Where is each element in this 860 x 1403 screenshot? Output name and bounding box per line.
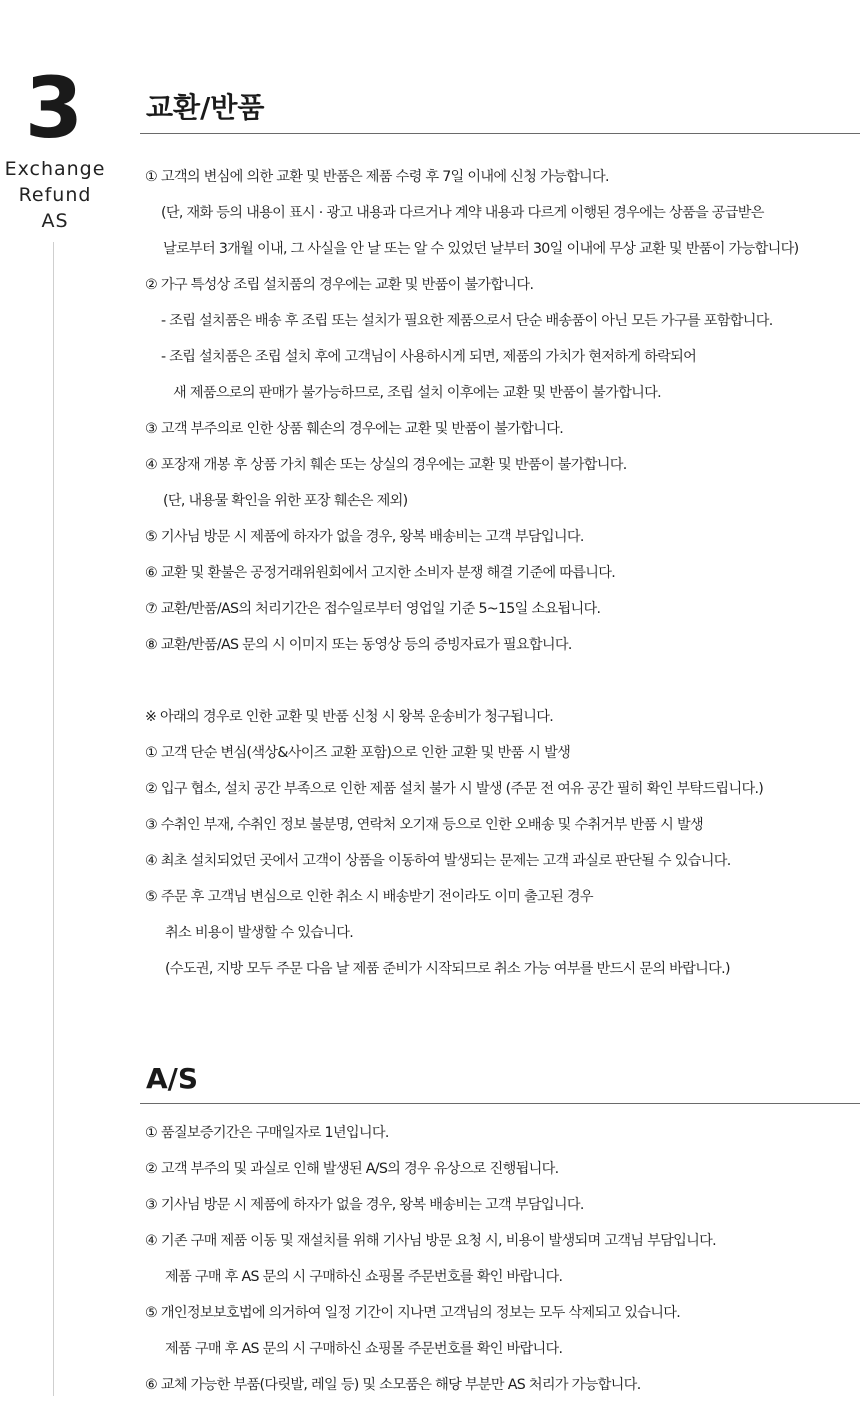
as-title: A/S [146, 1062, 199, 1095]
list-item: 제품 구매 후 AS 문의 시 구매하신 쇼핑몰 주문번호를 확인 바랍니다. [165, 1269, 563, 1285]
list-item: ⑤ 개인정보보호법에 의거하여 일정 기간이 지나면 고객님의 정보는 모두 삭제되고 있습니다. [145, 1305, 681, 1321]
list-item: (수도권, 지방 모두 주문 다음 날 제품 준비가 시작되므로 취소 가능 여부를 반드시 문의 바랍니다.) [165, 961, 730, 977]
list-item: (단, 재화 등의 내용이 표시 · 광고 내용과 다르거나 계약 내용과 다르게 이행된 경우에는 상품을 공급받은 [161, 205, 764, 221]
list-item: ① 고객 단순 변심(색상&사이즈 교환 포함)으로 인한 교환 및 반품 시 발생 [145, 745, 571, 761]
list-item: - 조립 설치품은 배송 후 조립 또는 설치가 필요한 제품으로서 단순 배송품이 아닌 모든 가구를 포함합니다. [161, 313, 773, 329]
section-labels [0, 156, 110, 234]
list-item: ⑤ 기사님 방문 시 제품에 하자가 없을 경우, 왕복 배송비는 고객 부담입니다. [145, 529, 584, 545]
list-item: 새 제품으로의 판매가 불가능하므로, 조립 설치 이후에는 교환 및 반품이 불가합니다. [173, 385, 661, 401]
list-item: ② 고객 부주의 및 과실로 인해 발생된 A/S의 경우 유상으로 진행됩니다. [145, 1161, 559, 1177]
list-item: ② 입구 협소, 설치 공간 부족으로 인한 제품 설치 불가 시 발생 (주문 전 여유 공간 필히 확인 부탁드립니다.) [145, 781, 764, 797]
section-number: 3 [24, 59, 84, 157]
list-item: ④ 기존 구매 제품 이동 및 재설치를 위해 기사님 방문 요청 시, 비용이 발생되며 고객님 부담입니다. [145, 1233, 716, 1249]
list-item: ① 품질보증기간은 구매일자로 1년입니다. [145, 1125, 389, 1141]
list-item: 날로부터 3개월 이내, 그 사실을 안 날 또는 알 수 있었던 날부터 30일 이내에 무상 교환 및 반품이 가능합니다) [163, 241, 799, 257]
list-item: 취소 비용이 발생할 수 있습니다. [165, 925, 354, 941]
as-rule [140, 1103, 860, 1104]
exchange-list [145, 159, 857, 987]
list-item: (단, 내용물 확인을 위한 포장 훼손은 제외) [163, 493, 408, 509]
as-list [145, 1115, 857, 1403]
list-item: ④ 포장재 개봉 후 상품 가치 훼손 또는 상실의 경우에는 교환 및 반품이 불가합니다. [145, 457, 627, 473]
list-item: ⑥ 교체 가능한 부품(다릿발, 레일 등) 및 소모품은 해당 부분만 AS 처리가 가능합니다. [145, 1377, 641, 1393]
exchange-title: 교환/반품 [146, 91, 265, 124]
spacer [145, 663, 857, 699]
list-item: ③ 수취인 부재, 수취인 정보 불분명, 연락처 오기재 등으로 인한 오배송 및 수취거부 반품 시 발생 [145, 817, 703, 833]
list-item: ⑤ 주문 후 고객님 변심으로 인한 취소 시 배송받기 전이라도 이미 출고된 경우 [145, 889, 593, 905]
list-item: ① 고객의 변심에 의한 교환 및 반품은 제품 수령 후 7일 이내에 신청 가능합니다. [145, 169, 609, 185]
side-divider [53, 242, 54, 1396]
list-item: ③ 고객 부주의로 인한 상품 훼손의 경우에는 교환 및 반품이 불가합니다. [145, 421, 564, 437]
label-exchange: Exchange [4, 158, 106, 180]
list-item: ② 가구 특성상 조립 설치품의 경우에는 교환 및 반품이 불가합니다. [145, 277, 534, 293]
list-item: 제품 구매 후 AS 문의 시 구매하신 쇼핑몰 주문번호를 확인 바랍니다. [165, 1341, 563, 1357]
label-as: AS [41, 210, 69, 232]
list-item: ③ 기사님 방문 시 제품에 하자가 없을 경우, 왕복 배송비는 고객 부담입니다. [145, 1197, 584, 1213]
list-item: ⑧ 교환/반품/AS 문의 시 이미지 또는 동영상 등의 증빙자료가 필요합니다. [145, 637, 572, 653]
list-item: ※ 아래의 경우로 인한 교환 및 반품 신청 시 왕복 운송비가 청구됩니다. [145, 709, 554, 725]
label-refund: Refund [18, 184, 92, 206]
list-item: ⑥ 교환 및 환불은 공정거래위원회에서 고지한 소비자 분쟁 해결 기준에 따릅니다. [145, 565, 616, 581]
list-item: ⑦ 교환/반품/AS의 처리기간은 접수일로부터 영업일 기준 5~15일 소요됩니다. [145, 601, 601, 617]
exchange-rule [140, 133, 860, 134]
list-item: ④ 최초 설치되었던 곳에서 고객이 상품을 이동하여 발생되는 문제는 고객 과실로 판단될 수 있습니다. [145, 853, 731, 869]
list-item: - 조립 설치품은 조립 설치 후에 고객님이 사용하시게 되면, 제품의 가치가 현저하게 하락되어 [161, 349, 697, 365]
